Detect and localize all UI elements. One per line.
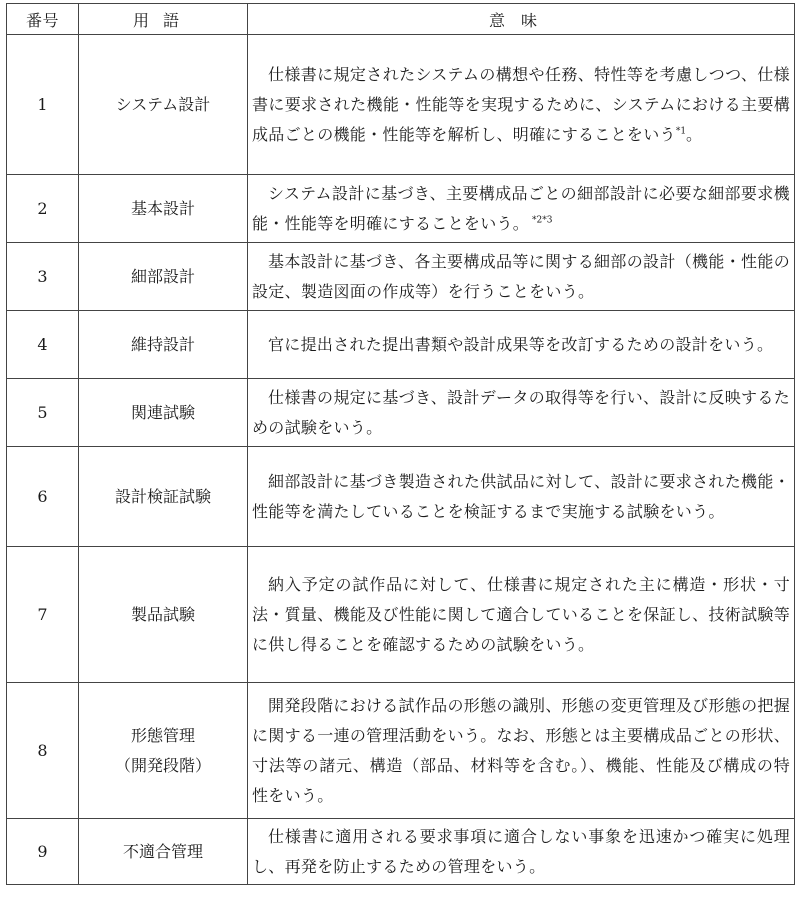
- row-meaning: 細部設計に基づき製造された供試品に対して、設計に要求された機能・性能等を満たしていることを検証するまで実施する試験をいう。: [248, 447, 795, 547]
- table-row: [7, 379, 795, 447]
- header-meaning: 意味: [248, 4, 795, 35]
- row-number: 3: [7, 243, 79, 311]
- table-row: [7, 243, 795, 311]
- table-row: [7, 175, 795, 243]
- header-row: [7, 4, 795, 35]
- row-number: 9: [7, 819, 79, 885]
- row-term: 不適合管理: [79, 819, 248, 885]
- table-row: [7, 311, 795, 379]
- row-number: 7: [7, 547, 79, 683]
- table-row: [7, 819, 795, 885]
- definitions-table: [6, 3, 795, 885]
- row-term: 維持設計: [79, 311, 248, 379]
- term-line-qualifier: （開発段階）: [114, 755, 211, 775]
- footnote-mark: *1: [675, 126, 687, 137]
- footnote-mark: *2*3: [529, 215, 553, 226]
- row-term: 製品試験: [79, 547, 248, 683]
- definitions-table-container: [6, 3, 794, 885]
- meaning-tail: 。: [686, 124, 703, 144]
- row-term: [79, 683, 248, 819]
- row-term: システム設計: [79, 35, 248, 175]
- row-term: 細部設計: [79, 243, 248, 311]
- row-term: 関連試験: [79, 379, 248, 447]
- row-meaning: 仕様書の規定に基づき、設計データの取得等を行い、設計に反映するための試験をいう。: [248, 379, 795, 447]
- row-number: 2: [7, 175, 79, 243]
- meaning-text: 仕様書に規定されたシステムの構想や任務、特性等を考慮しつつ、仕様書に要求された機能・性能等を実現するために、システムにおける主要構成品ごとの機能・性能等を解析し、明確にすることをいう: [252, 64, 790, 144]
- row-term: 設計検証試験: [79, 447, 248, 547]
- row-meaning: 仕様書に適用される要求事項に適合しない事象を迅速かつ確実に処理し、再発を防止するための管理をいう。: [248, 819, 795, 885]
- term-line: 形態管理: [130, 725, 195, 745]
- row-number: 1: [7, 35, 79, 175]
- row-meaning: [248, 35, 795, 175]
- table-row: [7, 683, 795, 819]
- table-row: [7, 547, 795, 683]
- header-number: 番号: [7, 4, 79, 35]
- row-number: 4: [7, 311, 79, 379]
- row-number: 5: [7, 379, 79, 447]
- row-number: 8: [7, 683, 79, 819]
- row-meaning: 官に提出された提出書類や設計成果等を改訂するための設計をいう。: [248, 311, 795, 379]
- meaning-text: システム設計に基づき、主要構成品ごとの細部設計に必要な細部要求機能・性能等を明確にすることをいう。: [252, 183, 790, 233]
- row-number: 6: [7, 447, 79, 547]
- row-term: 基本設計: [79, 175, 248, 243]
- row-meaning: 基本設計に基づき、各主要構成品等に関する細部の設計（機能・性能の設定、製造図面の作成等）を行うことをいう。: [248, 243, 795, 311]
- row-meaning: [248, 175, 795, 243]
- table-row: [7, 447, 795, 547]
- table-row: [7, 35, 795, 175]
- row-meaning: 納入予定の試作品に対して、仕様書に規定された主に構造・形状・寸法・質量、機能及び性能に関して適合していることを保証し、技術試験等に供し得ることを確認するための試験をいう。: [248, 547, 795, 683]
- row-meaning: 開発段階における試作品の形態の識別、形態の変更管理及び形態の把握に関する一連の管理活動をいう。なお、形態とは主要構成品ごとの形状、寸法等の諸元、構造（部品、材料等を含む。）、機能、性能及び構成の特性をいう。: [248, 683, 795, 819]
- header-term: 用語: [79, 4, 248, 35]
